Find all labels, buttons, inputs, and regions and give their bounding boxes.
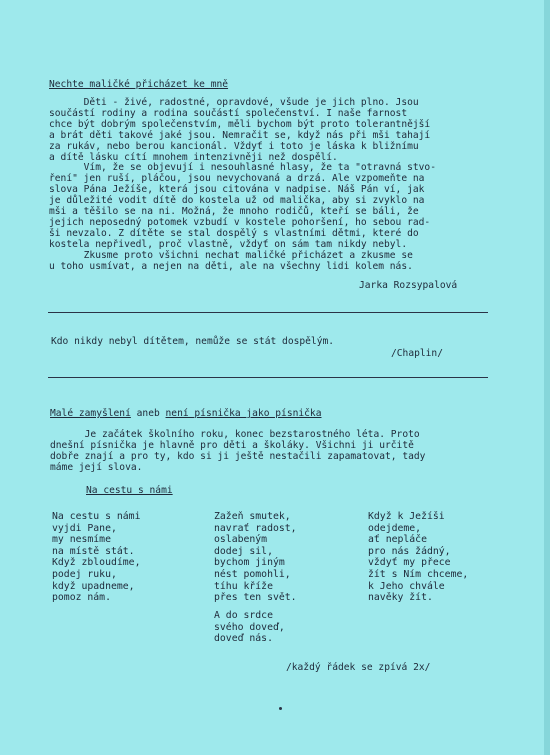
text-line: máme její slova. <box>50 461 143 473</box>
text-line: součástí rodiny a rodina součástí společenství. I naše farnost <box>49 107 408 119</box>
song-line: na místě stát. <box>52 545 135 557</box>
text-line: za rukáv, nebo berou kancionál. Vždyť i toto je láska k bližnímu <box>49 140 419 152</box>
text-line: Je začátek školního roku, konec bezstarostného léta. Proto <box>50 429 420 440</box>
song-column-2-ending <box>214 610 285 645</box>
text-line: a dítě lásku cítí mnohem intenzivněji než dospělí. <box>49 151 338 163</box>
song-line: tíhu kříže <box>214 580 273 592</box>
text-line: dnešní písnička je hlavně pro děti a školáky. Všichni ji určitě <box>50 439 414 451</box>
song-line: bychom jiným <box>214 557 285 569</box>
song-line: pro nás žádný, <box>368 545 451 557</box>
text-line: u toho usmívat, a nejen na děti, ale na všechny lidi kolem nás. <box>49 260 413 272</box>
text-line: ření" jen ruší, pláčou, jsou nevychovaná a drzá. Ale vzpomeňte na <box>49 173 425 185</box>
song-line: dodej sil, <box>214 545 273 557</box>
song-line: my nesmíme <box>52 534 111 546</box>
song-line: Když zbloudíme, <box>52 557 141 569</box>
song-line: oslabeným <box>214 534 268 546</box>
song-line: ať nepláče <box>368 534 427 546</box>
text-line: chce být dobrým společenstvím, měli bychom být proto tolerantnější <box>49 118 431 130</box>
song-line: k Jeho chvále <box>368 580 445 592</box>
song-line: doveď nás. <box>214 633 273 645</box>
text-line: mši a těšilo se na ni. Možná, že mnoho rodičů, kteří se báli, že <box>49 206 419 217</box>
song-line: Zažeň smutek, <box>214 511 291 522</box>
song-column-2 <box>214 511 297 604</box>
article2-title-middle: aneb <box>130 408 166 419</box>
song-line: vyjdi Pane, <box>52 522 117 534</box>
text-line: slova Pána Ježíše, která jsou citována v nadpise. Náš Pán ví, jak <box>49 184 425 196</box>
song-title: Na cestu s námi <box>86 485 173 496</box>
quote-attribution: /Chaplin/ <box>391 348 443 359</box>
article2-title-prefix: Malé zamyšlení <box>50 408 131 419</box>
song-column-1 <box>52 511 140 604</box>
song-line: vždyť my přece <box>368 557 451 569</box>
divider-top <box>48 312 488 313</box>
text-line: Děti - živé, radostné, opravdové, všude je jich plno. Jsou <box>49 97 419 108</box>
page-mark <box>279 707 282 710</box>
song-line: žít s Ním chceme, <box>368 568 469 580</box>
song-line: navěky žít. <box>368 592 433 604</box>
article-author: Jarka Rozsypalová <box>359 280 458 291</box>
article-title: Nechte maličké přicházet ke mně <box>49 79 229 90</box>
page-edge-shadow <box>544 0 550 755</box>
text-line: jejich neposedný potomek vzbudí v kostele pohoršení, ho sebou rad- <box>49 216 431 228</box>
divider-bottom <box>48 377 488 378</box>
song-line: podej ruku, <box>52 568 117 580</box>
song-line: navrať radost, <box>214 522 297 534</box>
text-line: Vím, že se objevují i nesouhlasné hlasy, že ta "otravná stvo- <box>49 162 436 174</box>
text-line: dobře znají a pro ty, kdo si ji ještě nestačili zapamatovat, tady <box>50 450 426 462</box>
song-line: odejdeme, <box>368 522 422 534</box>
article2-title-suffix: není písnička jako písnička <box>165 408 322 419</box>
text-line: je důležité vodit dítě do kostela už od malička, aby si zvyklo na <box>49 195 425 207</box>
song-line: Na cestu s námi <box>52 511 141 522</box>
song-line: A do srdce <box>214 610 273 621</box>
song-line: pomoz nám. <box>52 592 111 604</box>
quote-text: Kdo nikdy nebyl dítětem, nemůže se stát dospělým. <box>51 336 335 347</box>
article2-title <box>50 408 321 419</box>
song-line: přes ten svět. <box>214 592 297 604</box>
song-line: svého doveď, <box>214 621 285 633</box>
text-line: ši nevzalo. Z dítěte se stal dospělý s vlastními dětmi, které do <box>49 227 419 239</box>
song-line: nést pomohli, <box>214 568 291 580</box>
text-line: a brát děti takové jaké jsou. Nemračit se, když nás při mši tahají <box>49 129 431 141</box>
song-line: Když k Ježíši <box>368 511 445 522</box>
song-column-3 <box>368 511 468 604</box>
text-line: Zkusme proto všichni nechat maličké přicházet a zkusme se <box>49 249 413 261</box>
song-line: když upadneme, <box>52 580 135 592</box>
song-note: /každý řádek se zpívá 2x/ <box>286 662 431 673</box>
text-line: kostela nepřivedl, proč vlastně, vždyť on sám tam nikdy nebyl. <box>49 238 408 250</box>
